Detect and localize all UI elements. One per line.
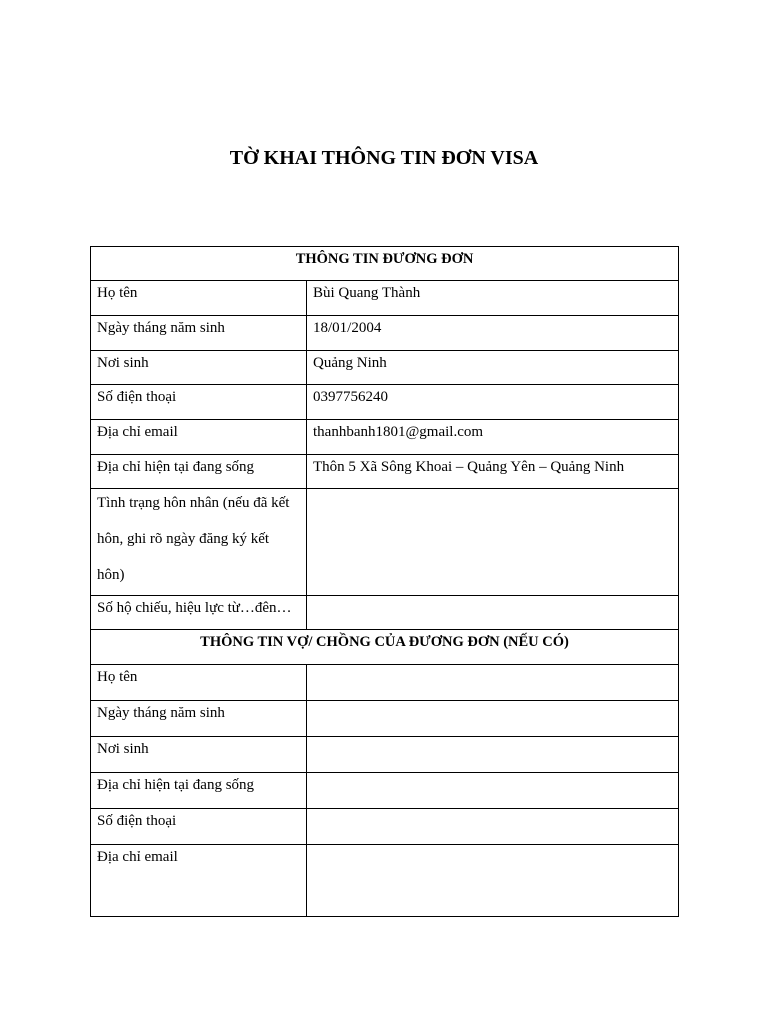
row-value[interactable]: Quảng Ninh <box>307 351 679 385</box>
table-row <box>91 385 679 420</box>
row-value[interactable]: Bùi Quang Thành <box>307 281 679 316</box>
table-row <box>91 596 679 630</box>
table-row <box>91 845 679 917</box>
row-label: Số điện thoại <box>91 809 307 845</box>
row-value[interactable] <box>307 596 679 630</box>
row-value[interactable]: Thôn 5 Xã Sông Khoai – Quảng Yên – Quảng Ninh <box>307 455 679 489</box>
section-header-spouse <box>91 630 679 665</box>
table-row <box>91 701 679 737</box>
section-title-applicant: THÔNG TIN ĐƯƠNG ĐƠN <box>91 247 679 281</box>
table-row <box>91 665 679 701</box>
row-value[interactable]: 0397756240 <box>307 385 679 420</box>
section-title-spouse: THÔNG TIN VỢ/ CHỒNG CỦA ĐƯƠNG ĐƠN (NẾU CÓ) <box>91 630 679 665</box>
row-label: Địa chỉ hiện tại đang sống <box>91 455 307 489</box>
row-value[interactable]: thanhbanh1801@gmail.com <box>307 420 679 455</box>
row-value[interactable] <box>307 809 679 845</box>
row-label: Họ tên <box>91 665 307 701</box>
row-label: Ngày tháng năm sinh <box>91 701 307 737</box>
row-label: Tình trạng hôn nhân (nếu đã kết hôn, ghi rõ ngày đăng ký kết hôn) <box>91 489 307 596</box>
row-label: Địa chỉ hiện tại đang sống <box>91 773 307 809</box>
row-label: Nơi sinh <box>91 351 307 385</box>
row-value[interactable]: 18/01/2004 <box>307 316 679 351</box>
row-value[interactable] <box>307 701 679 737</box>
table-row <box>91 351 679 385</box>
row-value[interactable] <box>307 845 679 917</box>
row-label: Địa chỉ email <box>91 845 307 917</box>
row-label: Số điện thoại <box>91 385 307 420</box>
table-row <box>91 737 679 773</box>
row-label: Nơi sinh <box>91 737 307 773</box>
row-value[interactable] <box>307 489 679 596</box>
table-row <box>91 420 679 455</box>
table-row <box>91 773 679 809</box>
row-value[interactable] <box>307 737 679 773</box>
row-label: Họ tên <box>91 281 307 316</box>
table-row <box>91 809 679 845</box>
page-title: TỜ KHAI THÔNG TIN ĐƠN VISA <box>229 147 539 169</box>
row-label: Ngày tháng năm sinh <box>91 316 307 351</box>
row-value[interactable] <box>307 773 679 809</box>
table-row <box>91 281 679 316</box>
table-row <box>91 316 679 351</box>
table-row <box>91 489 679 596</box>
visa-form-table <box>90 246 679 917</box>
row-label: Địa chỉ email <box>91 420 307 455</box>
table-row <box>91 455 679 489</box>
section-header-applicant <box>91 247 679 281</box>
row-value[interactable] <box>307 665 679 701</box>
row-label: Số hộ chiếu, hiệu lực từ…đên… <box>91 596 307 630</box>
